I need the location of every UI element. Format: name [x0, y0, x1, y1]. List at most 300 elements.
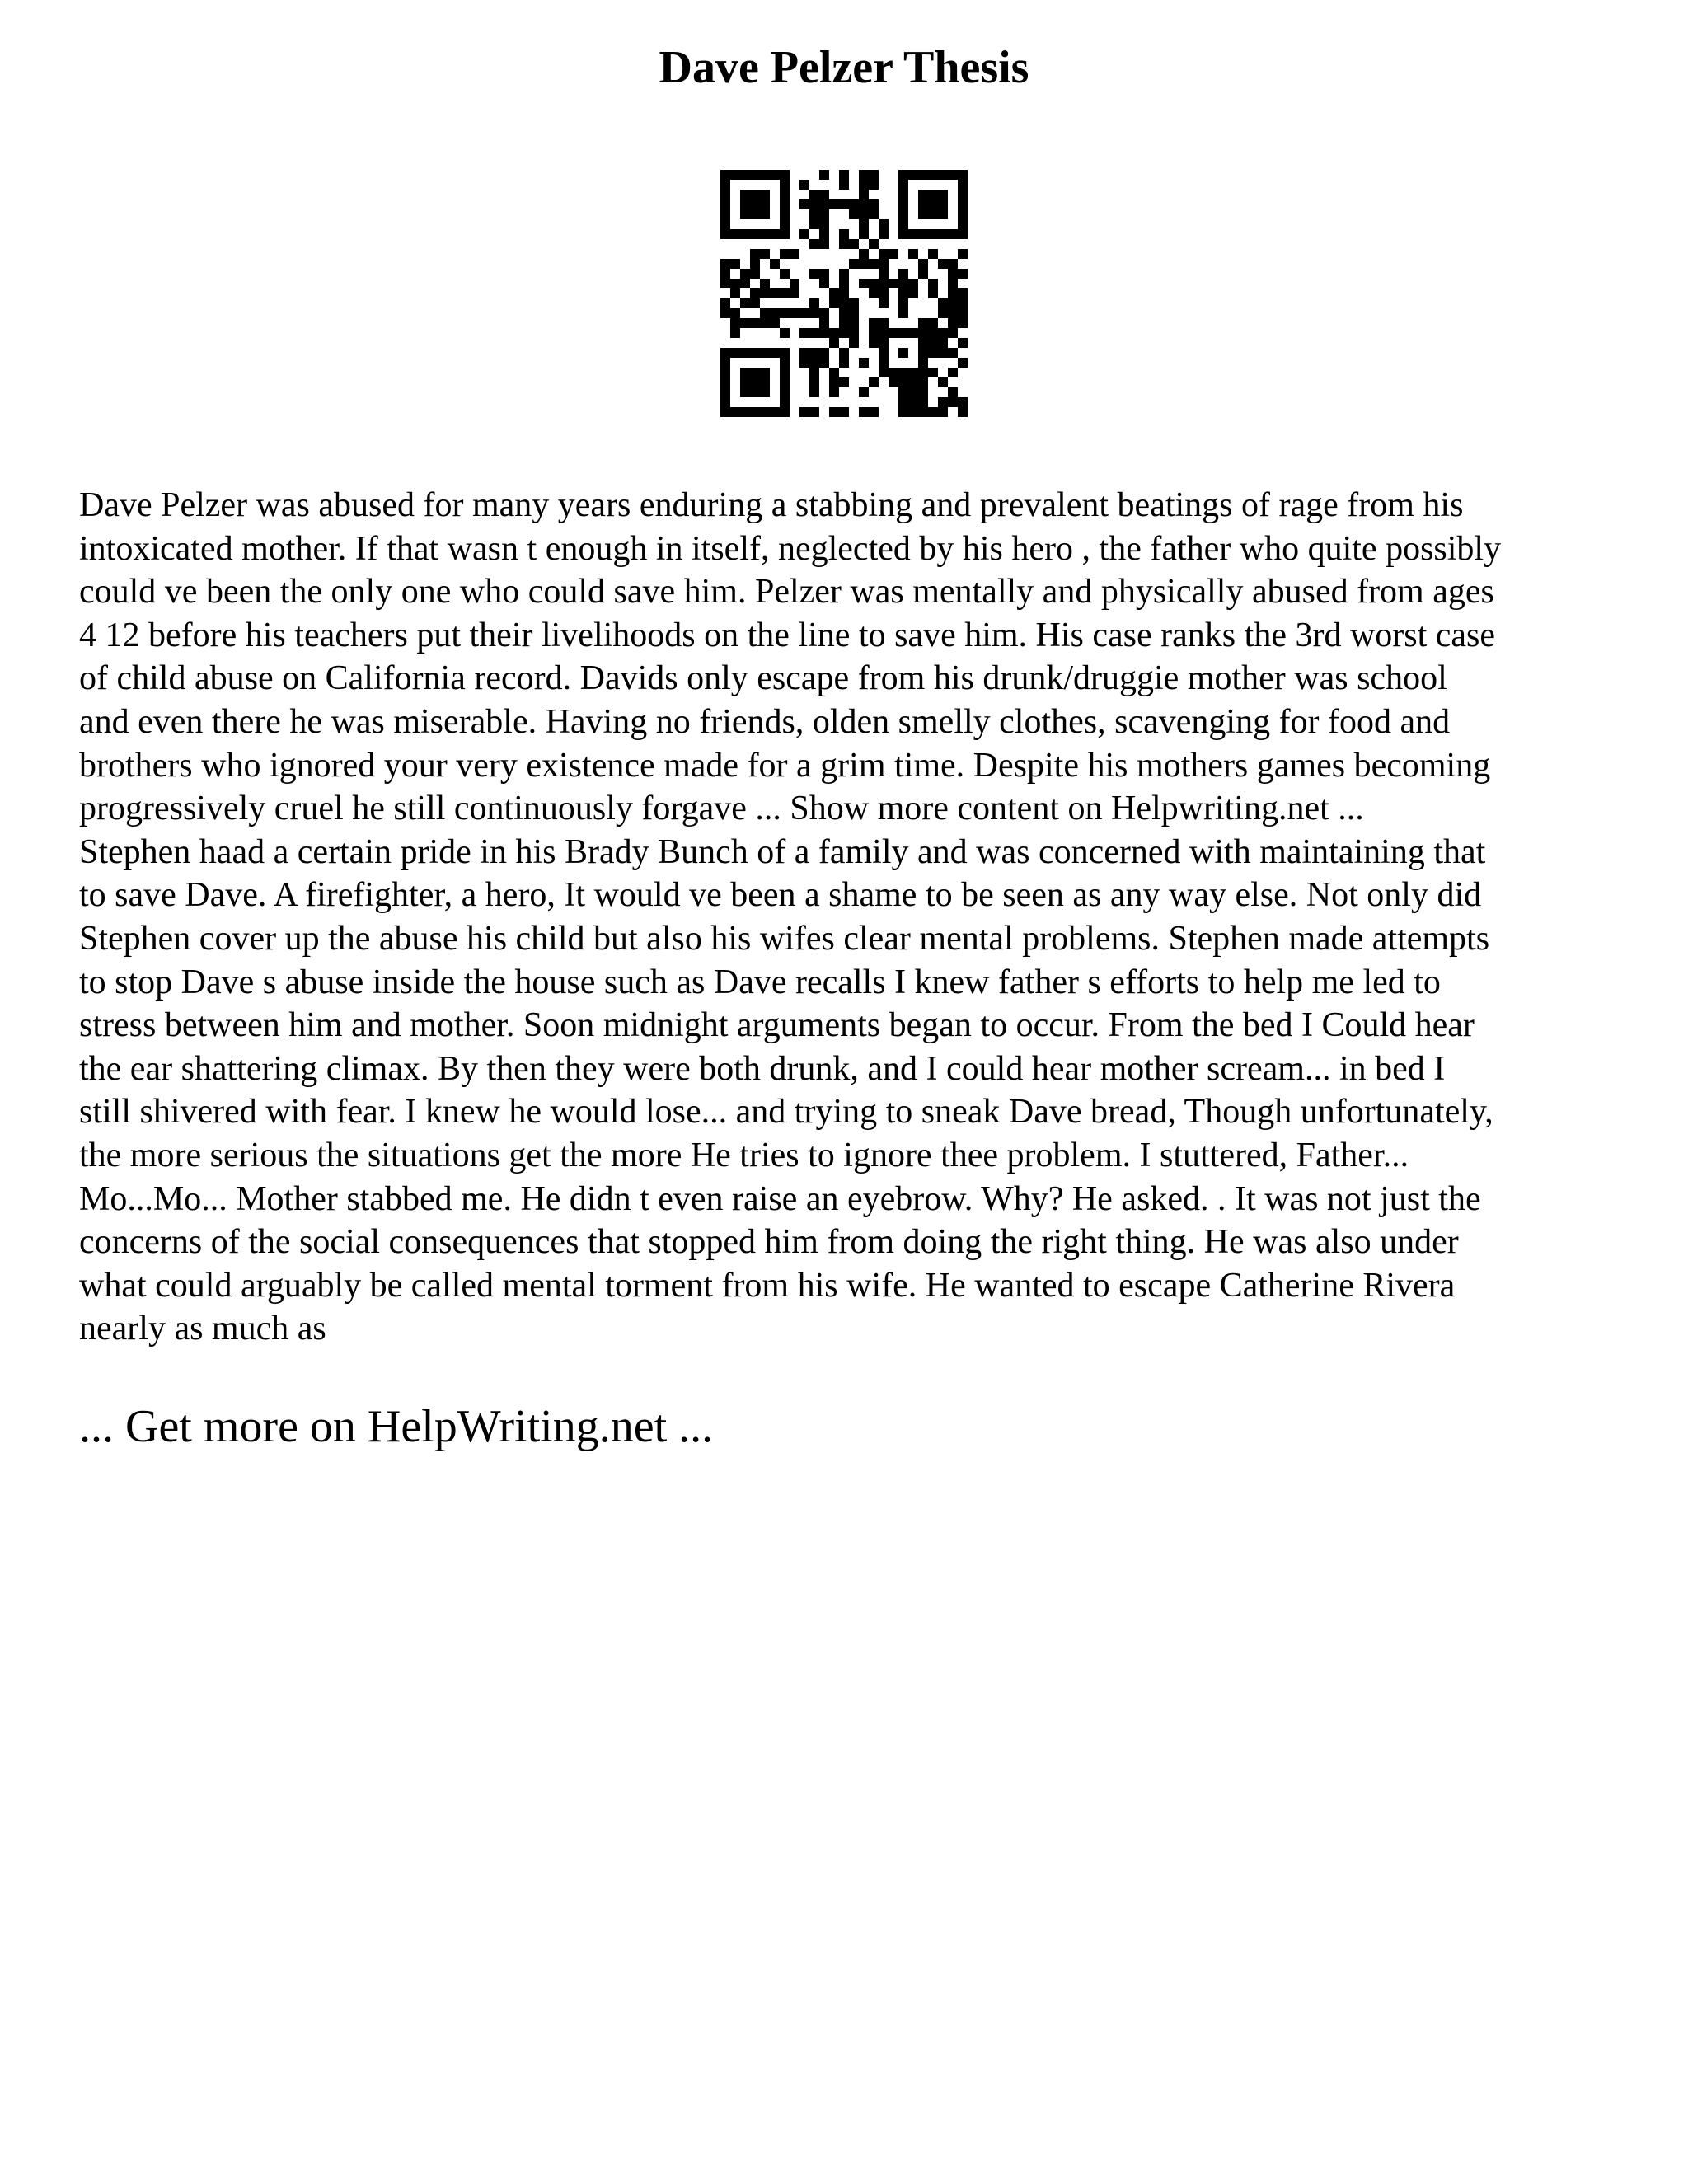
qr-module [750, 407, 760, 417]
qr-module [809, 377, 819, 387]
qr-module [780, 180, 790, 190]
qr-module [839, 288, 849, 298]
qr-module [869, 259, 879, 269]
qr-module [898, 180, 908, 190]
qr-module [898, 199, 908, 209]
qr-module [780, 249, 790, 259]
qr-module [898, 387, 908, 397]
qr-module [908, 279, 918, 288]
qr-module [938, 328, 948, 338]
qr-module [938, 259, 948, 269]
qr-module [720, 279, 730, 288]
qr-module [839, 239, 849, 249]
qr-module [760, 407, 770, 417]
qr-module [859, 219, 869, 229]
qr-module [829, 368, 839, 377]
qr-module [889, 279, 898, 288]
qr-module [928, 209, 938, 219]
qr-module [829, 328, 839, 338]
qr-module [740, 298, 750, 308]
qr-module [918, 397, 928, 407]
qr-module [799, 229, 809, 239]
qr-module [780, 219, 790, 229]
qr-module [948, 279, 958, 288]
qr-module [750, 259, 760, 269]
qr-module [879, 338, 889, 348]
qr-module [859, 190, 869, 199]
qr-module [839, 318, 849, 328]
qr-module [720, 229, 730, 239]
qr-module [819, 269, 829, 279]
qr-module [809, 358, 819, 368]
qr-module [918, 259, 928, 269]
qr-module [760, 249, 770, 259]
qr-module [750, 318, 760, 328]
qr-module [819, 348, 829, 358]
qr-module [958, 199, 968, 209]
qr-module [819, 308, 829, 318]
qr-module [760, 170, 770, 180]
qr-module [869, 288, 879, 298]
qr-module [730, 407, 740, 417]
qr-module [839, 308, 849, 318]
qr-module [839, 269, 849, 279]
qr-module [879, 279, 889, 288]
qr-module [928, 229, 938, 239]
qr-module [879, 298, 889, 308]
qr-module [750, 298, 760, 308]
qr-module [750, 377, 760, 387]
qr-module [958, 190, 968, 199]
qr-module [750, 190, 760, 199]
qr-module [819, 328, 829, 338]
qr-module [948, 288, 958, 298]
qr-module [958, 288, 968, 298]
qr-module [740, 279, 750, 288]
qr-module [809, 348, 819, 358]
qr-module [809, 219, 819, 229]
qr-module [918, 328, 928, 338]
qr-module [938, 407, 948, 417]
qr-module [869, 170, 879, 180]
qr-module [740, 170, 750, 180]
qr-module [720, 377, 730, 387]
qr-module [948, 269, 958, 279]
qr-module [829, 377, 839, 387]
qr-module [780, 190, 790, 199]
qr-module [790, 249, 799, 259]
qr-module [869, 407, 879, 417]
page-title: Dave Pelzer Thesis [659, 42, 1029, 93]
qr-module [879, 318, 889, 328]
qr-module [948, 397, 958, 407]
body-line: still shivered with fear. I knew he would lose... and trying to sneak Dave bread, Though unfortunately, [79, 1093, 1493, 1132]
qr-module [869, 328, 879, 338]
qr-module [839, 328, 849, 338]
qr-module [859, 209, 869, 219]
qr-module [928, 249, 938, 259]
qr-module [750, 269, 760, 279]
qr-module [958, 209, 968, 219]
qr-module [908, 407, 918, 417]
body-line: Stephen haad a certain pride in his Brady Bunch of a family and was concerned with maintaining that [79, 832, 1486, 871]
qr-module [938, 209, 948, 219]
qr-module [918, 229, 928, 239]
qr-module [750, 229, 760, 239]
qr-module [938, 229, 948, 239]
qr-module [740, 377, 750, 387]
qr-module [908, 368, 918, 377]
qr-module [859, 170, 869, 180]
qr-module [730, 308, 740, 318]
qr-module [948, 170, 958, 180]
qr-module [898, 209, 908, 219]
qr-module [750, 170, 760, 180]
qr-module [740, 229, 750, 239]
qr-module [958, 249, 968, 259]
qr-module [760, 279, 770, 288]
qr-module [799, 308, 809, 318]
qr-module [898, 407, 908, 417]
qr-module [760, 368, 770, 377]
qr-module [938, 338, 948, 348]
qr-module [928, 407, 938, 417]
qr-module [839, 407, 849, 417]
body-line: brothers who ignored your very existence made for a grim time. Despite his mothers games becoming [79, 746, 1491, 785]
qr-module [869, 180, 879, 190]
qr-module [938, 190, 948, 199]
qr-module [819, 358, 829, 368]
qr-module [849, 209, 859, 219]
qr-module [839, 358, 849, 368]
qr-module [879, 269, 889, 279]
qr-module [720, 180, 730, 190]
qr-module [898, 279, 908, 288]
qr-module [760, 308, 770, 318]
qr-module [819, 279, 829, 288]
qr-module [760, 387, 770, 397]
qr-module [790, 279, 799, 288]
qr-module [898, 368, 908, 377]
qr-module [730, 288, 740, 298]
qr-module [849, 328, 859, 338]
qr-module [740, 368, 750, 377]
qr-module [730, 318, 740, 328]
qr-module [730, 328, 740, 338]
body-text [79, 484, 1629, 1351]
qr-module [760, 348, 770, 358]
qr-module [908, 387, 918, 397]
qr-module [948, 298, 958, 308]
body-line: 4 12 before his teachers put their livelihoods on the line to save him. His case ranks the 3rd worst case [79, 616, 1496, 654]
qr-module [770, 229, 780, 239]
qr-module [928, 328, 938, 338]
qr-module [859, 407, 869, 417]
qr-module [958, 180, 968, 190]
qr-module [918, 387, 928, 397]
qr-module [958, 397, 968, 407]
qr-module [908, 377, 918, 387]
qr-module [780, 377, 790, 387]
qr-module [829, 407, 839, 417]
qr-module [948, 259, 958, 269]
qr-module [770, 170, 780, 180]
qr-module [849, 338, 859, 348]
qr-module [948, 318, 958, 328]
qr-module [928, 279, 938, 288]
qr-module [720, 199, 730, 209]
qr-module [720, 209, 730, 219]
qr-module [918, 358, 928, 368]
qr-module [720, 387, 730, 397]
qr-module [859, 249, 869, 259]
qr-module [780, 199, 790, 209]
qr-module [799, 407, 809, 417]
qr-module [859, 199, 869, 209]
body-line: nearly as much as [79, 1310, 326, 1348]
body-line: concerns of the social consequences that stopped him from doing the right thing. He was also under [79, 1223, 1459, 1262]
qr-module [928, 199, 938, 209]
body-line: stress between him and mother. Soon midnight arguments began to occur. From the bed I Could hear [79, 1006, 1475, 1045]
qr-module [869, 279, 879, 288]
qr-code-graphic [720, 170, 968, 417]
qr-module [948, 387, 958, 397]
qr-module [918, 190, 928, 199]
qr-module [898, 229, 908, 239]
qr-module [928, 368, 938, 377]
body-line: to save Dave. A firefighter, a hero, It would ve been a shame to be seen as any way else. Not only did [79, 876, 1482, 915]
qr-module [859, 387, 869, 397]
qr-module [819, 229, 829, 239]
qr-module [958, 338, 968, 348]
qr-module [780, 288, 790, 298]
qr-module [770, 288, 780, 298]
qr-module [859, 259, 869, 269]
qr-module [809, 199, 819, 209]
body-line: progressively cruel he still continuously forgave ... Show more content on Helpwriting.net ... [79, 790, 1364, 828]
qr-module [780, 348, 790, 358]
qr-module [839, 199, 849, 209]
qr-module [938, 199, 948, 209]
qr-module [780, 328, 790, 338]
qr-module [918, 377, 928, 387]
body-line: the ear shattering climax. By then they were both drunk, and I could hear mother scream... in bed I [79, 1049, 1446, 1088]
qr-module [770, 407, 780, 417]
qr-module [720, 190, 730, 199]
qr-module [918, 170, 928, 180]
qr-module [720, 358, 730, 368]
qr-module [958, 298, 968, 308]
qr-code-icon [720, 170, 968, 417]
qr-module [730, 279, 740, 288]
qr-module [740, 318, 750, 328]
qr-module [809, 209, 819, 219]
qr-module [938, 308, 948, 318]
body-line: could ve been the only one who could save him. Pelzer was mentally and physically abused from ages [79, 573, 1494, 612]
qr-module [839, 377, 849, 387]
qr-module [869, 199, 879, 209]
qr-module [839, 348, 849, 358]
qr-module [948, 368, 958, 377]
qr-module [799, 358, 809, 368]
qr-module [958, 308, 968, 318]
qr-module [908, 328, 918, 338]
qr-module [780, 358, 790, 368]
get-more-link[interactable]: ... Get more on HelpWriting.net ... [79, 1401, 714, 1452]
qr-module [819, 318, 829, 328]
qr-module [809, 298, 819, 308]
qr-module [819, 219, 829, 229]
qr-module [740, 209, 750, 219]
qr-module [720, 308, 730, 318]
qr-module [780, 308, 790, 318]
qr-module [869, 338, 879, 348]
body-line: intoxicated mother. If that wasn t enough in itself, neglected by his hero , the father who quite possibly [79, 529, 1502, 568]
qr-module [730, 229, 740, 239]
qr-module [809, 387, 819, 397]
qr-module [839, 279, 849, 288]
qr-module [849, 239, 859, 249]
qr-module [809, 239, 819, 249]
qr-module [770, 308, 780, 318]
qr-module [720, 368, 730, 377]
qr-module [928, 288, 938, 298]
qr-module [750, 348, 760, 358]
body-line: of child abuse on California record. Davids only escape from his drunk/druggie mother was school [79, 659, 1447, 698]
qr-module [750, 387, 760, 397]
qr-module [819, 209, 829, 219]
qr-module [938, 377, 948, 387]
qr-module [879, 358, 889, 368]
qr-module [898, 190, 908, 199]
qr-module [898, 219, 908, 229]
qr-module [750, 288, 760, 298]
qr-module [908, 170, 918, 180]
qr-module [819, 239, 829, 249]
qr-module [809, 328, 819, 338]
qr-module [740, 387, 750, 397]
qr-module [918, 368, 928, 377]
qr-module [829, 298, 839, 308]
qr-module [879, 229, 889, 239]
body-line: what could arguably be called mental torment from his wife. He wanted to escape Catherine Rivera [79, 1266, 1456, 1305]
qr-module [780, 387, 790, 397]
qr-module [740, 269, 750, 279]
qr-module [908, 229, 918, 239]
qr-module [720, 348, 730, 358]
qr-module [908, 288, 918, 298]
qr-module [780, 170, 790, 180]
qr-module [829, 288, 839, 298]
qr-module [869, 239, 879, 249]
qr-module [750, 368, 760, 377]
qr-module [879, 328, 889, 338]
qr-module [819, 190, 829, 199]
qr-module [750, 199, 760, 209]
qr-module [720, 407, 730, 417]
qr-module [859, 229, 869, 239]
qr-module [780, 269, 790, 279]
qr-module [849, 259, 859, 269]
qr-module [809, 407, 819, 417]
qr-module [918, 318, 928, 328]
qr-module [958, 407, 968, 417]
qr-module [740, 348, 750, 358]
qr-module [938, 298, 948, 308]
qr-module [740, 190, 750, 199]
qr-module [799, 328, 809, 338]
qr-module [898, 377, 908, 387]
qr-module [770, 348, 780, 358]
qr-module [740, 199, 750, 209]
qr-module [918, 407, 928, 417]
qr-module [780, 397, 790, 407]
qr-module [908, 397, 918, 407]
qr-module [938, 170, 948, 180]
qr-module [839, 170, 849, 180]
qr-module [720, 219, 730, 229]
qr-module [829, 199, 839, 209]
qr-module [760, 318, 770, 328]
qr-module [938, 397, 948, 407]
qr-module [760, 377, 770, 387]
qr-module [799, 199, 809, 209]
qr-module [889, 328, 898, 338]
qr-module [799, 348, 809, 358]
qr-module [829, 387, 839, 397]
qr-module [839, 229, 849, 239]
qr-module [928, 190, 938, 199]
qr-module [928, 338, 938, 348]
qr-module [958, 170, 968, 180]
qr-module [740, 407, 750, 417]
qr-module [898, 269, 908, 279]
qr-module [859, 279, 869, 288]
qr-module [898, 328, 908, 338]
qr-module [918, 348, 928, 358]
qr-module [918, 269, 928, 279]
qr-module [790, 288, 799, 298]
qr-module [948, 229, 958, 239]
qr-module [720, 298, 730, 308]
body-line: the more serious the situations get the more He tries to ignore thee problem. I stuttered, Father... [79, 1136, 1409, 1174]
qr-module [809, 308, 819, 318]
qr-module [928, 170, 938, 180]
qr-module [780, 368, 790, 377]
qr-module [859, 358, 869, 368]
qr-module [760, 190, 770, 199]
qr-module [809, 368, 819, 377]
qr-module [760, 288, 770, 298]
qr-module [908, 249, 918, 259]
qr-module [879, 219, 889, 229]
qr-module [948, 348, 958, 358]
qr-module [849, 318, 859, 328]
qr-module [879, 288, 889, 298]
body-line: Mo...Mo... Mother stabbed me. He didn t even raise an eyebrow. Why? He asked. . It was not just the [79, 1179, 1481, 1218]
qr-module [750, 209, 760, 219]
qr-module [869, 377, 879, 387]
qr-module [790, 308, 799, 318]
qr-module [879, 368, 889, 377]
qr-module [809, 190, 819, 199]
qr-module [730, 259, 740, 269]
qr-module [809, 269, 819, 279]
body-line: Dave Pelzer was abused for many years enduring a stabbing and prevalent beatings of rage from his [79, 486, 1464, 524]
qr-module [928, 348, 938, 358]
body-line: and even there he was miserable. Having no friends, olden smelly clothes, scavenging for food and [79, 702, 1451, 741]
qr-module [760, 209, 770, 219]
